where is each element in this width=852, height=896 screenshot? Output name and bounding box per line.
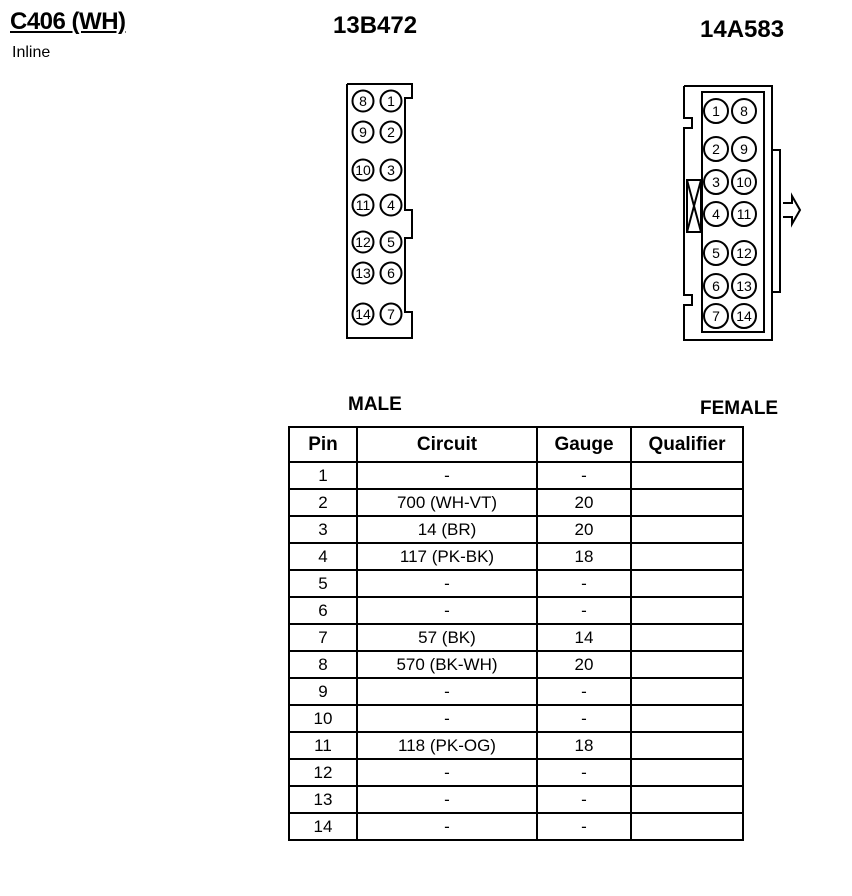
circuit-cell: -	[357, 786, 537, 813]
qualifier-cell	[631, 543, 743, 570]
male-pin-number: 1	[387, 93, 395, 109]
male-pin-number: 10	[355, 162, 371, 178]
male-pin-number: 3	[387, 162, 395, 178]
header-qualifier: Qualifier	[631, 427, 743, 462]
male-pin-number: 8	[359, 93, 367, 109]
male-pin-number: 14	[355, 306, 371, 322]
female-pin-number: 14	[736, 308, 752, 324]
male-pin-number: 12	[355, 234, 371, 250]
pin-cell: 1	[289, 462, 357, 489]
pin-cell: 2	[289, 489, 357, 516]
female-pin-number: 7	[712, 308, 720, 324]
gauge-cell: -	[537, 570, 631, 597]
table-row	[289, 813, 743, 840]
female-pin-number: 13	[736, 278, 752, 294]
table-row	[289, 624, 743, 651]
female-pin-number: 1	[712, 103, 720, 119]
circuit-cell: -	[357, 597, 537, 624]
connector-type-label: Inline	[12, 44, 51, 61]
circuit-cell: 117 (PK-BK)	[357, 543, 537, 570]
qualifier-cell	[631, 651, 743, 678]
pin-cell: 6	[289, 597, 357, 624]
circuit-cell: 57 (BK)	[357, 624, 537, 651]
table-row	[289, 597, 743, 624]
male-pin-number: 9	[359, 124, 367, 140]
female-pin-number: 3	[712, 174, 720, 190]
gauge-cell: -	[537, 597, 631, 624]
pin-cell: 9	[289, 678, 357, 705]
pin-cell: 13	[289, 786, 357, 813]
pin-cell: 12	[289, 759, 357, 786]
female-pin-number: 8	[740, 103, 748, 119]
gauge-cell: 20	[537, 516, 631, 543]
qualifier-cell	[631, 489, 743, 516]
table-row	[289, 759, 743, 786]
qualifier-cell	[631, 678, 743, 705]
circuit-cell: -	[357, 570, 537, 597]
gauge-cell: 14	[537, 624, 631, 651]
table-row	[289, 543, 743, 570]
table-row	[289, 678, 743, 705]
pin-cell: 11	[289, 732, 357, 759]
male-pin-number: 13	[355, 265, 371, 281]
table-row	[289, 732, 743, 759]
circuit-cell: 118 (PK-OG)	[357, 732, 537, 759]
pin-cell: 3	[289, 516, 357, 543]
female-pin-number: 5	[712, 245, 720, 261]
male-pin-grid	[353, 91, 402, 325]
male-pin-number: 4	[387, 197, 395, 213]
qualifier-cell	[631, 786, 743, 813]
pin-cell: 4	[289, 543, 357, 570]
male-label: MALE	[348, 394, 402, 415]
qualifier-cell	[631, 624, 743, 651]
female-pin-grid	[704, 99, 756, 328]
female-pin-number: 6	[712, 278, 720, 294]
female-pin-number: 11	[736, 206, 752, 222]
qualifier-cell	[631, 705, 743, 732]
table-row	[289, 651, 743, 678]
female-label: FEMALE	[700, 398, 779, 419]
circuit-cell: -	[357, 705, 537, 732]
table-row	[289, 516, 743, 543]
pin-cell: 10	[289, 705, 357, 732]
gauge-cell: 20	[537, 489, 631, 516]
table-row	[289, 462, 743, 489]
table-row	[289, 570, 743, 597]
gauge-cell: -	[537, 759, 631, 786]
qualifier-cell	[631, 759, 743, 786]
circuit-cell: 700 (WH-VT)	[357, 489, 537, 516]
qualifier-cell	[631, 597, 743, 624]
table-row	[289, 705, 743, 732]
pin-cell: 7	[289, 624, 357, 651]
connector-id-title: C406 (WH)	[10, 8, 126, 35]
qualifier-cell	[631, 813, 743, 840]
header-circuit: Circuit	[357, 427, 537, 462]
female-pin-number: 4	[712, 206, 720, 222]
pin-cell: 14	[289, 813, 357, 840]
qualifier-cell	[631, 570, 743, 597]
female-pin-number: 12	[736, 245, 752, 261]
gauge-cell: 18	[537, 543, 631, 570]
gauge-cell: -	[537, 813, 631, 840]
gauge-cell: -	[537, 678, 631, 705]
pin-cell: 8	[289, 651, 357, 678]
header-pin: Pin	[289, 427, 357, 462]
pin-cell: 5	[289, 570, 357, 597]
circuit-cell: 14 (BR)	[357, 516, 537, 543]
table-row	[289, 489, 743, 516]
female-pin-number: 9	[740, 141, 748, 157]
circuit-cell: -	[357, 462, 537, 489]
male-part-number: 13B472	[333, 12, 418, 39]
pin-table	[288, 426, 744, 841]
gauge-cell: -	[537, 462, 631, 489]
circuit-cell: -	[357, 678, 537, 705]
male-pin-number: 2	[387, 124, 395, 140]
male-pin-number: 11	[355, 197, 371, 213]
qualifier-cell	[631, 516, 743, 543]
female-pin-number: 10	[736, 174, 752, 190]
male-pin-number: 6	[387, 265, 395, 281]
circuit-cell: -	[357, 759, 537, 786]
female-part-number: 14A583	[700, 16, 785, 43]
gauge-cell: -	[537, 786, 631, 813]
table-row	[289, 786, 743, 813]
pin-table-header-row	[289, 427, 743, 462]
gauge-cell: -	[537, 705, 631, 732]
circuit-cell: 570 (BK-WH)	[357, 651, 537, 678]
female-latch	[687, 180, 701, 232]
male-pin-number: 5	[387, 234, 395, 250]
arrow-right-icon	[783, 196, 800, 224]
qualifier-cell	[631, 462, 743, 489]
circuit-cell: -	[357, 813, 537, 840]
female-pin-number: 2	[712, 141, 720, 157]
gauge-cell: 18	[537, 732, 631, 759]
header-gauge: Gauge	[537, 427, 631, 462]
gauge-cell: 20	[537, 651, 631, 678]
qualifier-cell	[631, 732, 743, 759]
male-pin-number: 7	[387, 306, 395, 322]
